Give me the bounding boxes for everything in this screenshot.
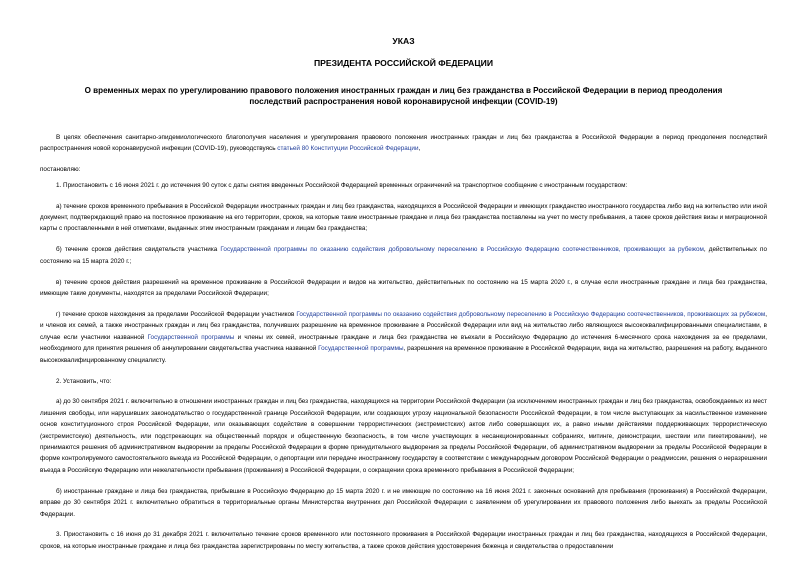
preamble-text: В целях обеспечения санитарно-эпидемиологического благополучия населения и урегулирования правового положения иностранных граждан и лиц без гражданства в Российской Федерации в период преодоления последствий распространения новой коронавирусной инфекции (COVID-19), руководствуясь [40, 134, 767, 153]
paragraph-1v: в) течение сроков действия разрешений на временное проживание в Российской Федерации и видов на жительство, действительных по состоянию на 15 марта 2020 г., в случае если иностранные граждане и лица без гражданства, имеющие такие документы, находятся за пределами Российской Федерации; [40, 278, 767, 298]
paragraph-2a: а) до 30 сентября 2021 г. включительно в отношении иностранных граждан и лиц без гражданства, находящихся на территории Российской Федерации (за исключением иностранных граждан и лиц без гражданства, освобождаемых из мест лишения свободы, или нарушивших законодательство о государственной границе Российской Федерации, или создающих угрозу национальной безопасности Российской Федерации, в том числе выступающих за насильственное изменение основ конституционного строя Российской Федерации, или оказывающих содействие в совершении террористических (экстремистских) актов либо совершающих их, а равно иными действиями поддерживающих террористическую (экстремистскую) деятельность, или подстрекающих на общественный порядок и общественную безопасность, в том числе участвующих в несанкционированных собраниях, митинге, демонстрации, шествии или пикетировании), не принимаются решения об административном выдворении за пределы Российской Федерации в форме принудительного выдворения за пределы Российской Федерации, об административном выдворении за пределы Российской Федерации в форме контролируемого самостоятельного выезда из Российской Федерации, о депортации или передаче иностранному государству в соответствии с международным договором Российской Федерации о реадмиссии, решения о неразрешении въезда в Российскую Федерацию или нежелательности пребывания (проживания) в Российской Федерации, о сокращении срока временного пребывания в Российской Федерации; [40, 398, 767, 474]
paragraph-1a: а) течение сроков временного пребывания в Российской Федерации иностранных граждан и лиц без гражданства, находящихся в Российской Федерации и имеющих гражданство иностранного государства либо вид на жительство или иной документ, подтверждающий право на постоянное проживание на его территории, сроков, на которые такие иностранные граждане и лица без гражданства поставлены на учет по месту пребывания, а также сроков действия визы и миграционной карты с проставленными в ней отметками, выданных этим иностранным гражданам и лицам без гражданства; [40, 202, 767, 233]
paragraph-1g-text-1: г) течение сроков нахождения за пределами Российской Федерации участников [56, 310, 297, 318]
state-program-link-3[interactable]: Государственной программы [147, 333, 235, 341]
paragraph-1b-end: , действительных по состоянию на 15 марта 2020 г.; [40, 246, 767, 265]
decree-subject: О временных мерах по урегулированию правового положения иностранных граждан и лиц без гражданства в Российской Федерации в период преодоления последствий распространения новой коронавирусной инфекции (COVID-19) [84, 86, 723, 106]
state-program-link-2[interactable]: Государственной программы по оказанию содействия добровольному переселению в Российскую Федерацию соотечественников, проживающих за рубежом [296, 310, 766, 318]
paragraph-1b-text: б) течение сроков действия свидетельств участника [56, 246, 221, 254]
paragraph-1g-text-2: , и членов их семей, а также иностранных граждан и лиц без гражданства, получивших разрешение на временное проживание в Российской Федерации или вид на жительство либо являющихся высококвалифицированными специалистами, в случае если участники названной [40, 310, 767, 341]
paragraph-1g [40, 309, 767, 366]
preamble-end: , [418, 145, 421, 153]
document-body [40, 132, 767, 552]
state-program-link[interactable]: Государственной программы по оказанию содействия добровольному переселению в Российскую Федерацию соотечественников, проживающих за рубежом [220, 246, 704, 254]
decree-issuer: ПРЕЗИДЕНТА РОССИЙСКОЙ ФЕДЕРАЦИИ [313, 58, 494, 68]
constitution-article-link[interactable]: статьей 80 Конституции Российской Федерации [277, 145, 419, 153]
paragraph-1g-text-4: , разрешения на временное проживание в Российской Федерации, вида на жительство, разрешения на работу, выданного высококвалифицированному специалисту. [40, 345, 767, 364]
paragraph-3: 3. Приостановить с 16 июня до 31 декабря 2021 г. включительно течение сроков временного или постоянного проживания в Российской Федерации иностранных граждан и лиц без гражданства, находящихся в Российской Федерации, сроков, на которые иностранные граждане и лица без гражданства зарегистрированы по месту жительства, а также сроков действия удостоверения беженца и свидетельства о предоставлении [40, 531, 767, 550]
paragraph-2: 2. Установить, что: [56, 377, 112, 385]
paragraph-1g-text-3: и члены их семей, иностранные граждане и лица без гражданства не въехали в Российскую Федерацию до истечения 6-месячного срока нахождения за ее пределами, необходимого для принятия решения об аннулировании свидетельства участника названной [40, 333, 768, 353]
paragraph-1b [40, 244, 767, 267]
state-program-link-4[interactable]: Государственной программы [318, 345, 404, 353]
paragraph-1: 1. Приостановить с 16 июня 2021 г. до истечения 90 суток с даты снятия введенных Российской Федерацией временных ограничений на транспортное сообщение с иностранным государством: [56, 181, 628, 189]
preamble [40, 132, 767, 155]
decree-title: УКАЗ [392, 36, 415, 46]
decree-word: постановляю: [40, 166, 81, 174]
paragraph-2b: б) иностранные граждане и лица без гражданства, прибывшие в Российскую Федерацию до 15 марта 2020 г. и не имеющие по состоянию на 16 июня 2021 г. законных оснований для пребывания (проживания) в Российской Федерации, вправе до 30 сентября 2021 г. включительно обратиться в территориальные органы Министерства внутренних дел Российской Федерации с заявлением об урегулировании их правового положения либо выехать за пределы Российской Федерации. [40, 487, 767, 518]
